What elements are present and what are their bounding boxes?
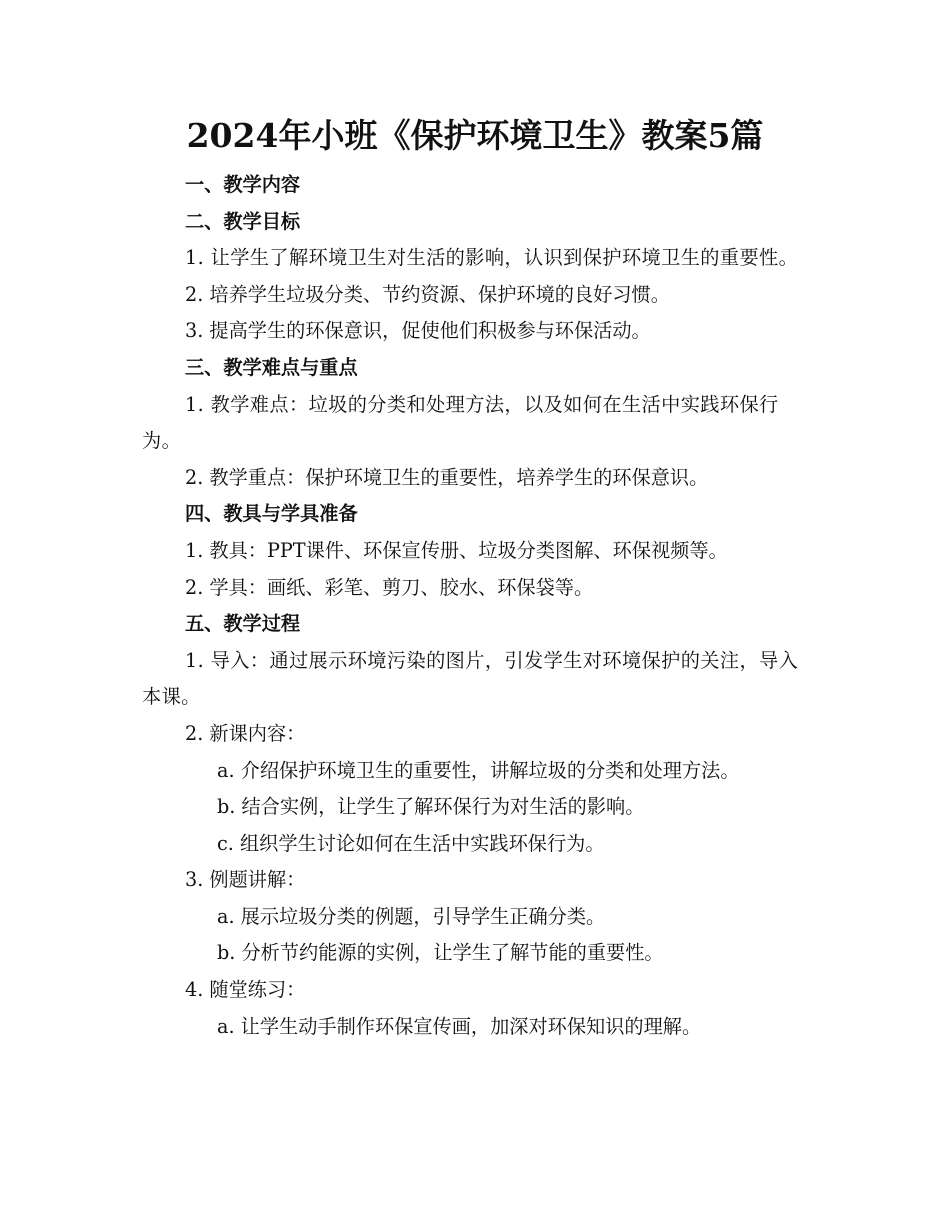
sub-item: c. 组织学生讨论如何在生活中实践环保行为。 bbox=[217, 831, 605, 855]
sub-item: a. 介绍保护环境卫生的重要性，讲解垃圾的分类和处理方法。 bbox=[217, 758, 740, 782]
document-title: 2024年小班《保护环境卫生》教案5篇 bbox=[186, 116, 764, 155]
paragraph: 1. 教具：PPT课件、环保宣传册、垃圾分类图解、环保视频等。 bbox=[185, 538, 728, 562]
paragraph: 2. 新课内容： bbox=[185, 721, 306, 745]
section-heading: 一、教学内容 bbox=[185, 173, 301, 196]
document-body bbox=[142, 167, 812, 1045]
paragraph: 1. 让学生了解环境卫生对生活的影响，认识到保护环境卫生的重要性。 bbox=[185, 246, 799, 270]
paragraph: 4. 随堂练习： bbox=[185, 978, 306, 1002]
paragraph: 1. 教学难点：垃圾的分类和处理方法，以及如何在生活中实践环保行为。 bbox=[142, 392, 779, 453]
sub-item: b. 结合实例，让学生了解环保行为对生活的影响。 bbox=[217, 795, 645, 819]
paragraph: 1. 导入：通过展示环境污染的图片，引发学生对环境保护的关注，导入本课。 bbox=[142, 648, 799, 709]
paragraph: 2. 教学重点：保护环境卫生的重要性，培养学生的环保意识。 bbox=[185, 465, 709, 489]
section-heading: 四、教具与学具准备 bbox=[185, 502, 358, 526]
paragraph: 3. 提高学生的环保意识，促使他们积极参与环保活动。 bbox=[185, 319, 651, 343]
section-heading: 五、教学过程 bbox=[185, 612, 301, 636]
sub-item: b. 分析节约能源的实例，让学生了解节能的重要性。 bbox=[217, 941, 664, 965]
paragraph: 2. 培养学生垃圾分类、节约资源、保护环境的良好习惯。 bbox=[185, 282, 670, 306]
section-heading: 二、教学目标 bbox=[185, 209, 301, 233]
section-heading: 三、教学难点与重点 bbox=[185, 355, 358, 379]
sub-item: a. 让学生动手制作环保宣传画，加深对环保知识的理解。 bbox=[217, 1014, 702, 1038]
sub-item: a. 展示垃圾分类的例题，引导学生正确分类。 bbox=[217, 904, 606, 928]
paragraph: 2. 学具：画纸、彩笔、剪刀、胶水、环保袋等。 bbox=[185, 575, 594, 599]
paragraph: 3. 例题讲解： bbox=[185, 868, 306, 892]
